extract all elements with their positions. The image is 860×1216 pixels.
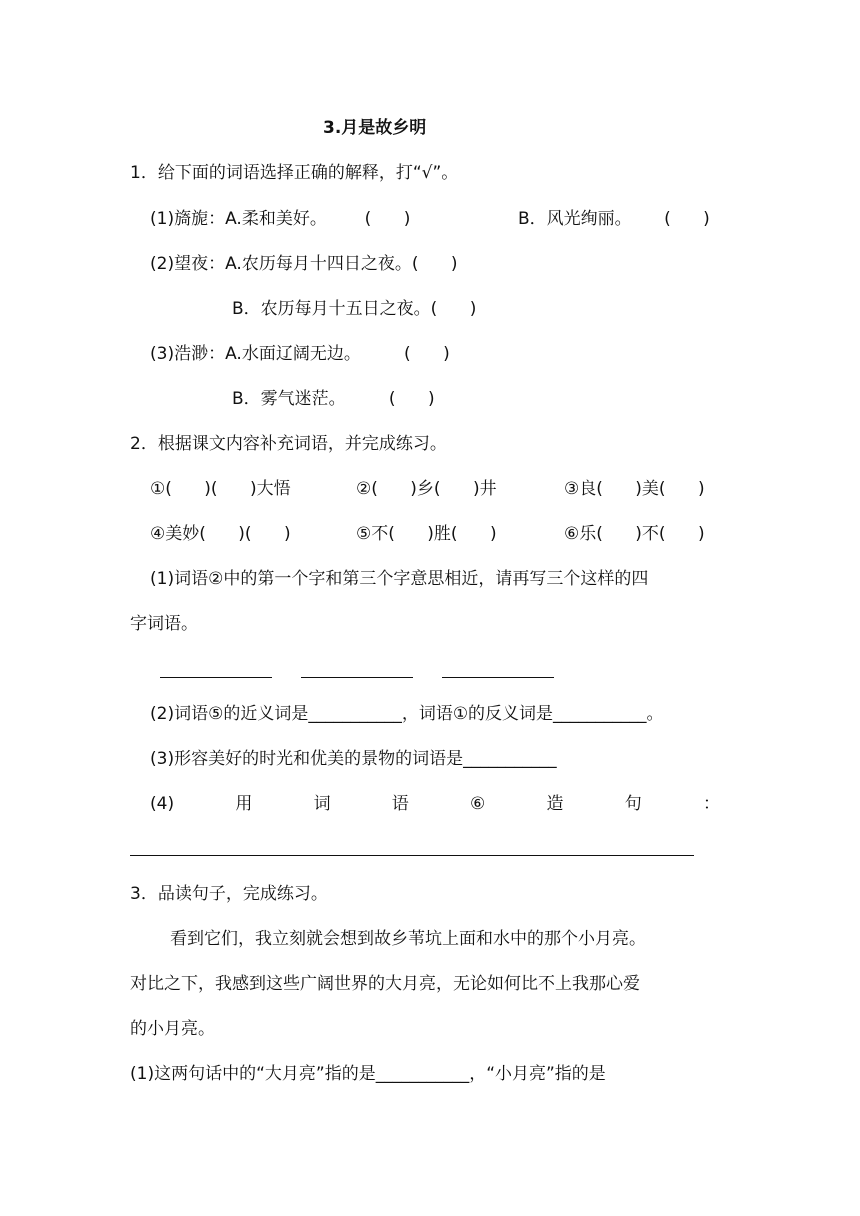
q2-sub1-line1: (1)词语②中的第一个字和第三个字意思相近，请再写三个这样的四	[150, 569, 649, 589]
q3-sub1: (1)这两句话中的“大月亮”指的是___________，“小月亮”指的是	[130, 1064, 606, 1084]
q2-sub4-word: 造	[546, 794, 564, 814]
q1-item-1b: B．风光绚丽。 ( )	[518, 209, 710, 229]
q2-sub3: (3)形容美好的时光和优美的景物的词语是___________	[150, 749, 557, 769]
answer-blank-2[interactable]	[301, 677, 413, 678]
q2-sub2: (2)词语⑤的近义词是___________，词语①的反义词是___________。	[150, 704, 664, 724]
page-title: 3.月是故乡明	[323, 118, 427, 138]
q3-passage-line1: 看到它们，我立刻就会想到故乡苇坑上面和水中的那个小月亮。	[170, 929, 646, 949]
q2-stem: 2．根据课文内容补充词语，并完成练习。	[130, 434, 447, 454]
q1-item-2b: B．农历每月十五日之夜。( )	[232, 299, 477, 319]
q3-passage-line3: 的小月亮。	[130, 1019, 215, 1039]
q1-item-2a: (2)望夜：A.农历每月十四日之夜。( )	[150, 254, 458, 274]
q2-sub4-word: ：	[702, 794, 720, 814]
answer-blank-1[interactable]	[160, 677, 272, 678]
q1-item-3a: (3)浩渺：A.水面辽阔无边。 ( )	[150, 344, 450, 364]
q1-item-3b: B．雾气迷茫。 ( )	[232, 389, 435, 409]
q2-sub4-word: ⑥	[470, 794, 486, 814]
q1-stem: 1．给下面的词语选择正确的解释，打“√”。	[130, 163, 459, 183]
q2-word-6: ⑥乐( )不( )	[564, 524, 705, 544]
q2-sub1-line2: 字词语。	[130, 614, 198, 634]
q2-sub4-word: 词	[313, 794, 331, 814]
answer-blank-sentence[interactable]	[130, 855, 694, 856]
q2-word-1: ①( )( )大悟	[150, 479, 291, 499]
q2-word-4: ④美妙( )( )	[150, 524, 291, 544]
q2-word-3: ③良( )美( )	[564, 479, 705, 499]
q2-word-5: ⑤不( )胜( )	[356, 524, 497, 544]
q2-sub4-word: 语	[391, 794, 409, 814]
answer-blank-3[interactable]	[442, 677, 554, 678]
q2-sub4	[150, 792, 720, 816]
q3-stem: 3．品读句子，完成练习。	[130, 884, 328, 904]
q2-sub4-word: 句	[624, 794, 642, 814]
q1-item-1a: (1)旖旎：A.柔和美好。 ( )	[150, 209, 411, 229]
q3-passage-line2: 对比之下，我感到这些广阔世界的大月亮，无论如何比不上我那心爱	[130, 974, 640, 994]
q2-sub4-word: 用	[235, 794, 253, 814]
q2-word-2: ②( )乡( )井	[356, 479, 497, 499]
q2-sub4-word: (4)	[150, 794, 175, 814]
